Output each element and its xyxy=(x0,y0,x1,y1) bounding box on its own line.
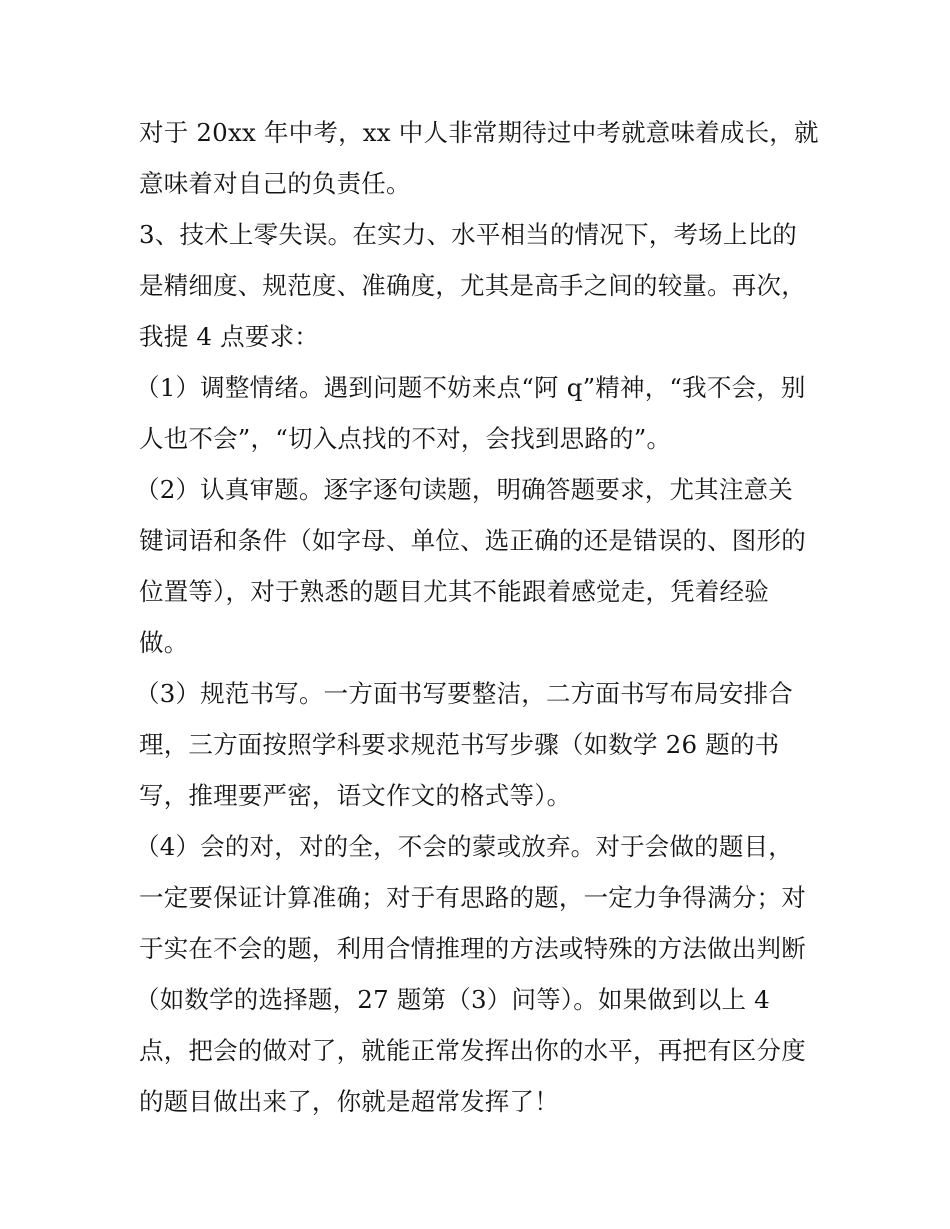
text-line: （2）认真审题。逐字逐句读题，明确答题要求，尤其注意关 xyxy=(135,475,793,504)
text-line: 一定要保证计算准确；对于有思路的题，一定力争得满分；对 xyxy=(139,883,806,912)
text-line: 点，把会的做对了，就能正常发挥出你的水平，再把有区分度 xyxy=(139,1036,806,1065)
text-line: 的题目做出来了，你就是超常发挥了！ xyxy=(139,1087,559,1116)
text-line: 我提 4 点要求： xyxy=(139,322,319,351)
text-line: （1）调整情绪。遇到问题不妨来点“阿 q”精神，“我不会，别 xyxy=(135,373,806,402)
text-line: 理，三方面按照学科要求规范书写步骤（如数学 26 题的书 xyxy=(139,730,780,759)
text-line: 是精细度、规范度、准确度，尤其是高手之间的较量。再次， xyxy=(139,271,806,300)
text-line: 对于 20xx 年中考，xx 中人非常期待过中考就意味着成长，就 xyxy=(139,118,819,147)
text-line: 位置等），对于熟悉的题目尤其不能跟着感觉走，凭着经验 xyxy=(139,577,769,606)
document-body xyxy=(135,107,829,1127)
text-line: 3、技术上零失误。在实力、水平相当的情况下，考场上比的 xyxy=(139,220,797,249)
text-line: 写，推理要严密，语文作文的格式等）。 xyxy=(139,781,572,810)
text-line: 人也不会”，“切入点找的不对，会找到思路的”。 xyxy=(139,424,672,453)
text-line: 于实在不会的题，利用合情推理的方法或特殊的方法做出判断 xyxy=(139,934,806,963)
text-line: （如数学的选择题，27 题第（3）问等）。如果做到以上 4 xyxy=(135,985,770,1014)
text-line: 意味着对自己的负责任。 xyxy=(139,169,411,198)
text-line: 做。 xyxy=(139,628,189,657)
text-line: （3）规范书写。一方面书写要整洁，二方面书写布局安排合 xyxy=(135,679,793,708)
text-line: 键词语和条件（如字母、单位、选正确的还是错误的、图形的 xyxy=(139,526,806,555)
text-line: （4）会的对，对的全，不会的蒙或放弃。对于会做的题目， xyxy=(135,832,793,861)
